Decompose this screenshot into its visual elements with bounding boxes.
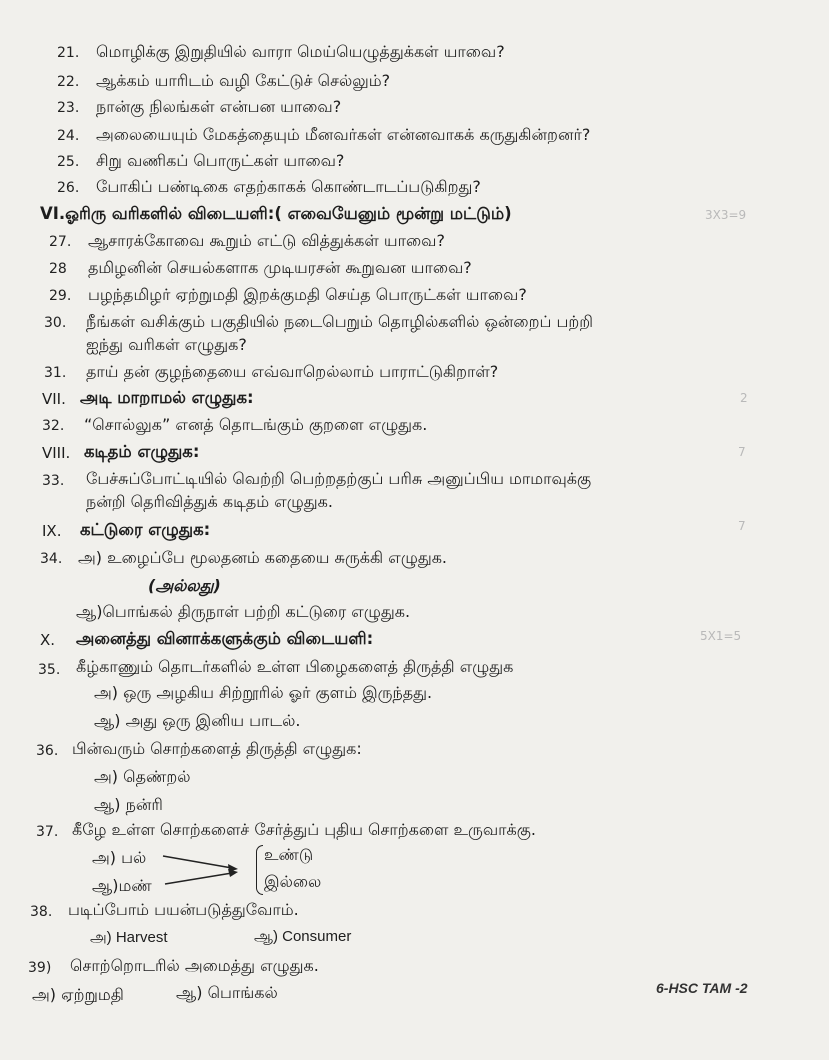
sub-question: அ) ஏற்றுமதி [32,985,124,1004]
question-text: தமிழனின் செயல்களாக முடியரசன் கூறுவன யாவை? [88,258,472,277]
section-number: VIII. [42,444,71,462]
question-text: பின்வரும் சொற்களைத் திருத்தி எழுதுக: [72,739,362,758]
sub-question: ஆ) பொங்கல் [176,983,278,1002]
question-text: ஆசாரக்கோவை கூறும் எட்டு வித்துக்கள் யாவை? [88,231,445,250]
question-text: நீங்கள் வசிக்கும் பகுதியில் நடைபெறும் தொழில்களில் ஒன்றைப் பற்றி [86,312,594,331]
section-marks: 7 [738,445,746,459]
section-heading: கடிதம் எழுதுக: [84,442,200,461]
section-marks: 5X1=5 [700,629,742,643]
question-text: கீழ்காணும் தொடர்களில் உள்ள பிழைகளைத் திருத்தி எழுதுக [76,657,514,676]
section-marks: 2 [740,391,748,405]
word-left: அ) பல் [92,848,147,867]
question-number: 29. [49,288,72,304]
question-text: அ) உழைப்பே மூலதனம் கதையை சுருக்கி எழுதுக. [78,548,448,567]
question-text: கீழே உள்ள சொற்களைச் சேர்த்துப் புதிய சொற்களை உருவாக்கு. [72,820,536,839]
question-number: 23. [57,100,80,116]
question-number: 38. [30,904,53,920]
question-number: 26. [57,180,80,196]
paper-code: 6-HSC TAM -2 [656,980,748,996]
question-text: நான்கு நிலங்கள் என்பன யாவை? [96,97,342,116]
question-number: 37. [36,824,59,840]
sub-question: அ) தெண்றல் [94,767,191,786]
section-number: IX. [42,522,62,540]
question-number: 34. [40,551,63,567]
word-left: ஆ)மண் [92,876,152,895]
sub-question: ஆ) அது ஒரு இனிய பாடல். [94,711,301,730]
question-number: 31. [44,365,67,381]
question-text: “சொல்லுக” எனத் தொடங்கும் குறளை எழுதுக. [84,415,428,434]
question-text: மொழிக்கு இறுதியில் வாரா மெய்யெழுத்துக்கள் யாவை? [96,42,505,61]
section-number: X. [40,631,56,649]
question-number: 32. [42,418,65,434]
question-number: 21. [57,45,80,61]
section-heading: அனைத்து வினாக்களுக்கும் விடையளி: [76,629,374,648]
word-right: உண்டு [264,845,314,864]
question-number: 24. [57,128,80,144]
question-text: போகிப் பண்டிகை எதற்காகக் கொண்டாடப்படுகிறது? [96,177,481,196]
question-text: தாய் தன் குழந்தையை எவ்வாறெல்லாம் பாராட்டுகிறாள்? [86,362,499,381]
section-marks: 3X3=9 [705,208,747,222]
question-number: 28 [49,261,67,277]
question-text: பேச்சுப்போட்டியில் வெற்றி பெற்றதற்குப் பரிசு அனுப்பிய மாமாவுக்கு [86,469,592,488]
question-text: ஆக்கம் யாரிடம் வழி கேட்டுச் செல்லும்? [96,71,391,90]
section-heading: VI.ஓரிரு வரிகளில் விடையளி:( எவையேனும் மூன்று மட்டும்) [40,204,512,223]
sub-question: அ) ஒரு அழகிய சிற்றூரில் ஓர் குளம் இருந்தது. [94,683,433,702]
sub-question: அ) Harvest [90,929,168,946]
question-number: 27. [49,234,72,250]
question-number: 30. [44,315,67,331]
question-text: சிறு வணிகப் பொருட்கள் யாவை? [96,151,345,170]
question-text: நன்றி தெரிவித்துக் கடிதம் எழுதுக. [86,492,333,511]
or-label: (அல்லது) [148,576,221,595]
question-number: 33. [42,473,65,489]
sub-question: ஆ) நன்ரி [94,795,163,814]
section-marks: 7 [738,519,746,533]
sub-question: ஆ) Consumer [254,928,352,945]
question-text: படிப்போம் பயன்படுத்துவோம். [68,900,299,919]
question-text: அலையையும் மேகத்தையும் மீனவர்கள் என்னவாகக் கருதுகின்றனர்? [96,125,591,144]
question-text: பழந்தமிழர் ஏற்றுமதி இறக்குமதி செய்த பொருட்கள் யாவை? [88,285,527,304]
section-heading: அடி மாறாமல் எழுதுக: [80,388,254,407]
question-text: சொற்றொடரில் அமைத்து எழுதுக. [70,956,319,975]
section-number: VII. [42,390,66,408]
section-heading: கட்டுரை எழுதுக: [80,520,211,539]
word-right: இல்லை [264,872,322,891]
question-text: ஐந்து வரிகள் எழுதுக? [86,335,247,354]
question-number: 22. [57,74,80,90]
question-number: 36. [36,743,59,759]
question-number: 35. [38,662,61,678]
question-number: 39) [28,960,52,976]
question-alternative: ஆ)பொங்கல் திருநாள் பற்றி கட்டுரை எழுதுக. [76,602,411,621]
question-number: 25. [57,154,80,170]
